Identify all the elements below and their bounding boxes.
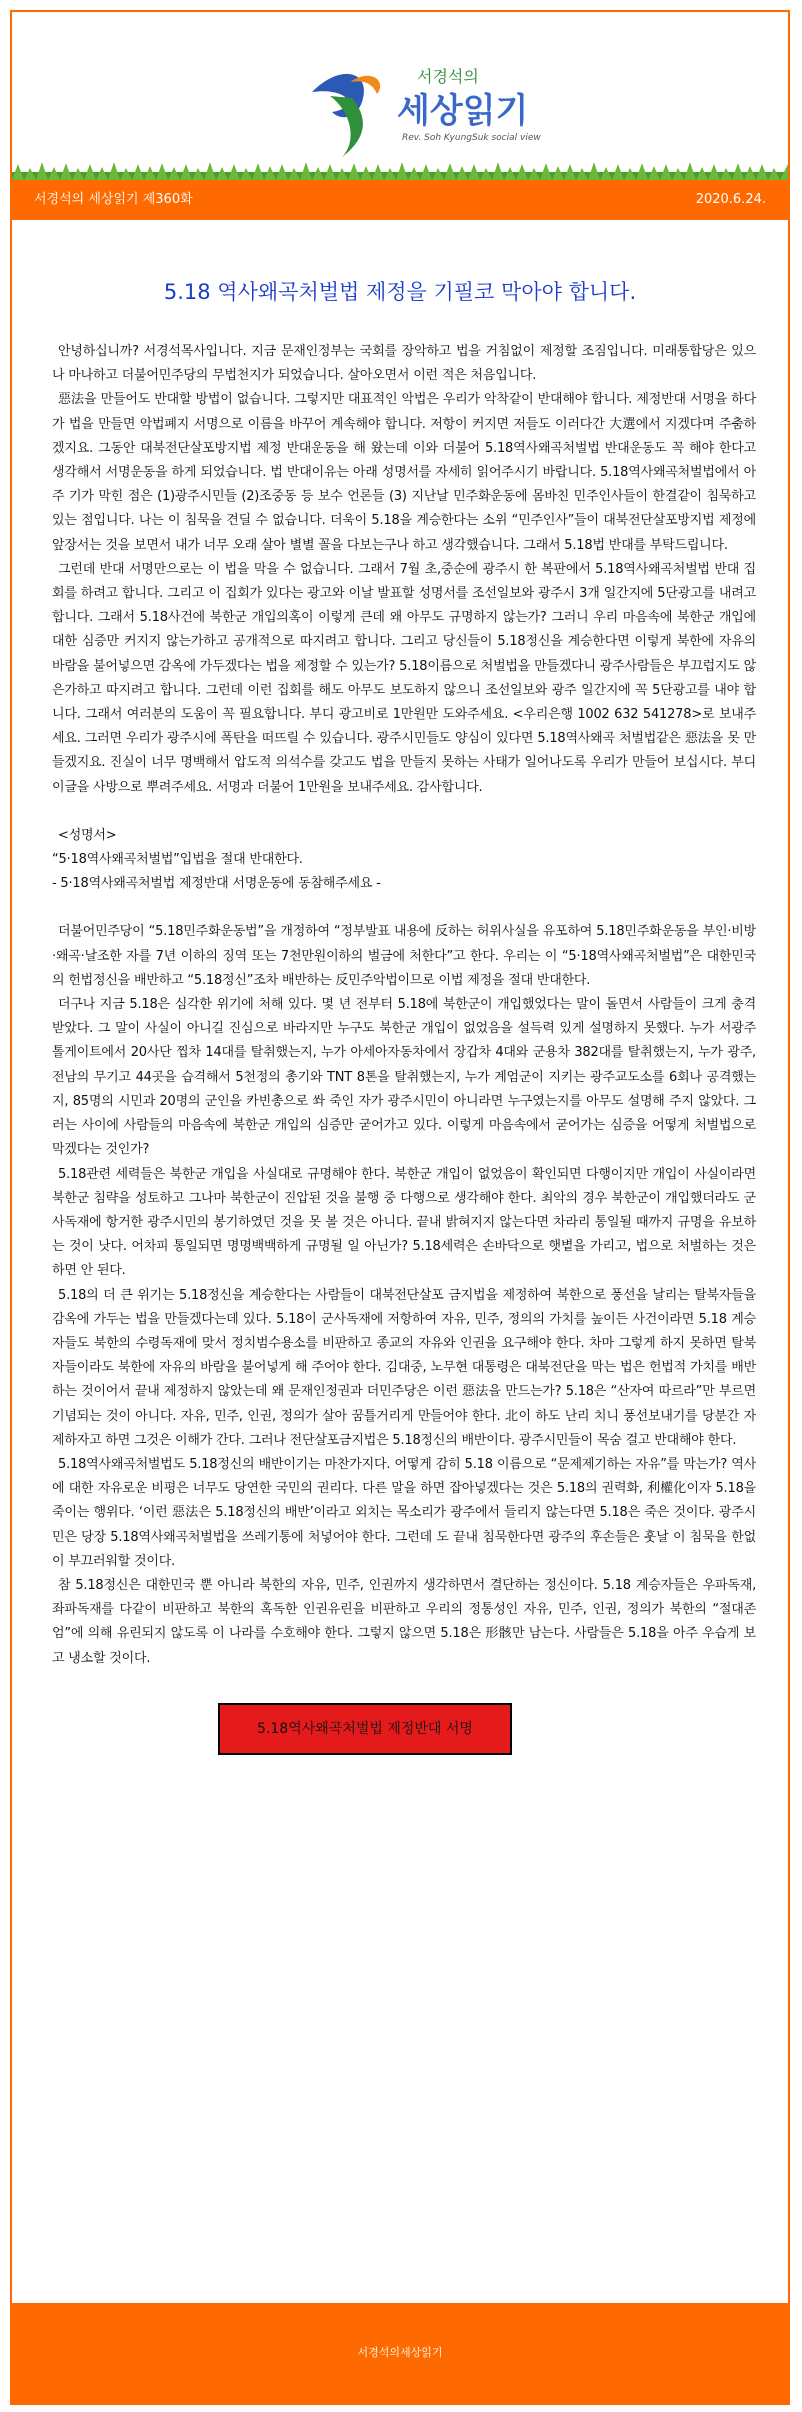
spacer — [52, 800, 756, 824]
article-title: 5.18 역사왜곡처벌법 제정을 기필코 막아야 합니다. — [163, 280, 637, 304]
declaration-paragraph: 5.18관련 세력들은 북한군 개입을 사실대로 규명해야 한다. 북한군 개입이 없었음이 확인되면 다행이지만 개입이 사실이라면 북한군 침략을 성토하고 그나마 북한군이 진압된 것을 불행 중 다행으로 생각해야 한다. 최악의 경우 북한군이 개입했더라도 군사독재에 항거한 광주시민의 봉기하였던 것을 못 볼 것은 아니다. 끝내 밝혀지지 않는다면 차라리 통일될 때까지 규명을 유보하는 것이 낫다. 어차피 통일되면 명명백백하게 규명될 일 아닌가? 5.18세력은 손바닥으로 햇볕을 가리고, 법으로 처벌하는 것은 하면 안 된다. — [52, 1166, 756, 1279]
declaration-subtitle: - 5·18역사왜곡처벌법 제정반대 서명운동에 동참해주세요 - — [52, 876, 381, 892]
declaration-paragraph: 더불어민주당이 “5.18민주화운동법”을 개정하여 “정부발표 내용에 反하는 허위사실을 유포하여 5.18민주화운동을 부인·비방·왜곡·날조한 자를 7년 이하의 징역 또는 7천만원이하의 벌금에 처한다”고 한다. 우리는 이 “5·18역사왜곡처벌법”은 대한민국의 헌법정신을 배반하고 “5.18정신”조차 배반하는 反민주악법이므로 이법 제정을 절대 반대한다. — [52, 924, 756, 988]
header — [12, 12, 788, 180]
declaration-paragraph: 참 5.18정신은 대한민국 뿐 아니라 북한의 자유, 민주, 인권까지 생각하면서 결단하는 정신이다. 5.18 계승자들은 우파독재, 좌파독재를 다같이 비판하고 북한의 혹독한 인권유린을 비판하고 우리의 정통성인 자유, 민주, 인권, 정의가 북한의 “절대존엄”에 의해 유린되지 않도록 이 나라를 수호해야 한다. 그렇지 않으면 5.18은 形骸만 남는다. 사람들은 5.18을 아주 우습게 보고 냉소할 것이다. — [52, 1577, 756, 1666]
logo-main: 세상읽기 — [397, 91, 529, 131]
issue-bar — [12, 180, 788, 220]
grass-decoration — [12, 162, 788, 180]
intro-paragraph: 惡法을 만들어도 반대할 방법이 없습니다. 그렇지만 대표적인 악법은 우리가 악착같이 반대해야 합니다. 제정반대 서명을 하다가 법을 만들면 악법폐지 서명으로 이름을 바꾸어 계속해야 합니다. 저항이 커지면 저들도 이러다간 大選에서 지겠다며 주춤하겠지요. 그동안 대북전단살포방지법 제정 반대운동을 해 왔는데 이와 더불어 5.18역사왜곡처벌법 반대운동도 꼭 해야 한다고 생각해서 서명운동을 하게 되었습니다. 법 반대이유는 아래 성명서를 자세히 읽어주시기 바랍니다. 5.18역사왜곡처벌법에서 아주 기가 막힌 점은 (1)광주시민들 (2)조중동 등 보수 언론들 (3) 지난날 민주화운동에 몸바친 민주인사들이 한결같이 침묵하고 있는 점입니다. 나는 이 침묵을 견딜 수 없습니다. 더욱이 5.18을 계승한다는 소위 “민주인사”들이 대북전단살포방지법 제정에 앞장서는 것을 보면서 내가 너무 오래 살아 별별 꼴을 다보는구나 하고 생각했습니다. 그래서 5.18법 반대를 부탁드립니다. — [52, 392, 756, 553]
issue-date: 2020.6.24. — [695, 192, 766, 207]
declaration-paragraph: 5.18역사왜곡처벌법도 5.18정신의 배반이기는 마찬가지다. 어떻게 감히 5.18 이름으로 “문제제기하는 자유”를 막는가? 역사에 대한 자유로운 비평은 너무도 당연한 국민의 권리다. 다른 말을 하면 잡아넣겠다는 것은 5.18의 권력화, 利權化이자 5.18을 죽이는 행위다. ‘이런 惡法은 5.18정신의 배반’이라고 외치는 목소리가 광주에서 들리지 않는다면 5.18은 죽은 것이다. 광주시민은 당장 5.18역사왜곡처벌법을 쓰레기통에 처넣어야 한다. 그런데 도 끝내 침묵한다면 광주의 후손들은 훗날 이 침묵을 한없이 부끄러워할 것이다. — [52, 1456, 756, 1569]
article-body — [12, 340, 788, 1671]
logo-sub: Rev. Soh KyungSuk social view — [402, 133, 541, 143]
intro-paragraph: 안녕하십니까? 서경석목사입니다. 지금 문재인정부는 국회를 장악하고 법을 거침없이 제정할 조짐입니다. 미래통합당은 있으나 마나하고 더불어민주당의 무법천지가 되었습니다. 살아오면서 이런 적은 처음입니다. — [52, 344, 756, 384]
site-logo — [302, 52, 602, 162]
declaration-subtitle: “5·18역사왜곡처벌법”입법을 절대 반대한다. — [52, 852, 303, 868]
newsletter-frame — [10, 10, 790, 2405]
logo-title: 서경석의 — [417, 67, 479, 86]
declaration-heading: <성명서> — [58, 827, 117, 843]
issue-number: 서경석의 세상읽기 제360화 — [34, 192, 193, 207]
declaration-paragraph: 5.18의 더 큰 위기는 5.18정신을 계승한다는 사람들이 대북전단살포 금지법을 제정하여 북한으로 풍선을 날리는 탈북자들을 감옥에 가두는 법을 만들겠다는데 있다. 5.18이 군사독재에 저항하여 자유, 민주, 정의의 가치를 높이든 사건이라면 5.18 계승자들도 북한의 수령독재에 맞서 정치범수용소를 비판하고 종교의 자유와 인권을 요구해야 한다. 차마 그렇게 하지 못하면 탈북자들이라도 북한에 자유의 바람을 불어넣게 해 주어야 한다. 김대중, 노무현 대통령은 대북전단을 막는 법은 헌법적 가치를 배반하는 것이어서 끝내 제정하지 않았는데 왜 문재인정권과 더민주당은 이런 惡法을 만드는가? 5.18은 “산자여 따르라”만 부르면 기념되는 것이 아니다. 자유, 민주, 인권, 정의가 살아 꿈틀거리게 만들어야 한다. 北이 하도 난리 치니 풍선보내기를 당분간 자제하자고 하면 그것은 이해가 간다. 그러나 전단살포금지법은 5.18정신의 배반이다. 광주시민들이 목숨 걸고 반대해야 한다. — [52, 1287, 756, 1448]
footer: 서경석의세상읽기 — [12, 2303, 788, 2403]
spacer — [52, 896, 756, 920]
declaration-paragraph: 더구나 지금 5.18은 심각한 위기에 처해 있다. 몇 년 전부터 5.18에 북한군이 개입했었다는 말이 돌면서 사람들이 크게 충격 받았다. 그 말이 사실이 아니길 진심으로 바라지만 누구도 북한군 개입이 없었음을 설득력 있게 설명하지 못했다. 누가 서광주 톨게이트에서 20사단 찝차 14대를 탈취했는지, 누가 아세아자동차에서 장갑차 4대와 군용차 382대를 탈취했는지, 누가 광주, 전남의 무기고 44곳을 습격해서 5천정의 총기와 TNT 8톤을 탈취했는지, 누가 계엄군이 지키는 광주교도소를 6회나 공격했는지, 85명의 시민과 20명의 군인을 카빈총으로 쏴 죽인 자가 광주시민이 아니라면 누구였는지를 아무도 설명해 주지 않았다. 그러는 사이에 사람들의 마음속에 북한군 개입의 심증만 굳어가고 있다. 이렇게 마음속에서 굳어가는 심증을 어떻게 처벌법으로 막겠다는 것인가? — [52, 997, 756, 1158]
intro-paragraph: 그런데 반대 서명만으로는 이 법을 막을 수 없습니다. 그래서 7월 초,중순에 광주시 한 복판에서 5.18역사왜곡처벌법 반대 집회를 하려고 합니다. 그리고 이 집회가 있다는 광고와 이날 발표할 성명서를 조선일보와 광주시 3개 일간지에 5단광고를 내려고 합니다. 그래서 5.18사건에 북한군 개입의혹이 이렇게 큰데 왜 아무도 규명하지 않는가? 그러니 우리 마음속에 북한군 개입에 대한 심증만 커지지 않는가하고 공개적으로 따지려고 합니다. 그리고 당신들이 5.18정신을 계승한다면 이렇게 북한에 자유의 바람을 불어넣으면 감옥에 가두겠다는 법을 제정할 수 있는가? 5.18이름으로 처벌법을 만들겠다니 광주사람들은 부끄럽지도 않은가하고 따지려고 합니다. 그런데 이런 집회를 해도 아무도 보도하지 않으니 조선일보와 광주 일간지에 꼭 5단광고를 내야 합니다. 그래서 여러분의 도움이 꼭 필요합니다. 부디 광고비로 1만원만 도와주세요. <우리은행 1002 632 541278>로 보내주세요. 그러면 우리가 광주시에 폭탄을 떠뜨릴 수 있습니다. 광주시민들도 양심이 있다면 5.18역사왜곡 처벌법같은 惡法을 못 만들겠지요. 진실이 너무 명백해서 압도적 의석수를 갖고도 법을 만들지 못하는 사태가 일어나도록 우리가 만들어 보십시다. 부디 이글을 사방으로 뿌려주세요. 서명과 더불어 1만원을 보내주세요. 감사합니다. — [52, 561, 756, 795]
petition-button[interactable]: 5.18역사왜곡처벌법 제정반대 서명 — [218, 1703, 512, 1755]
